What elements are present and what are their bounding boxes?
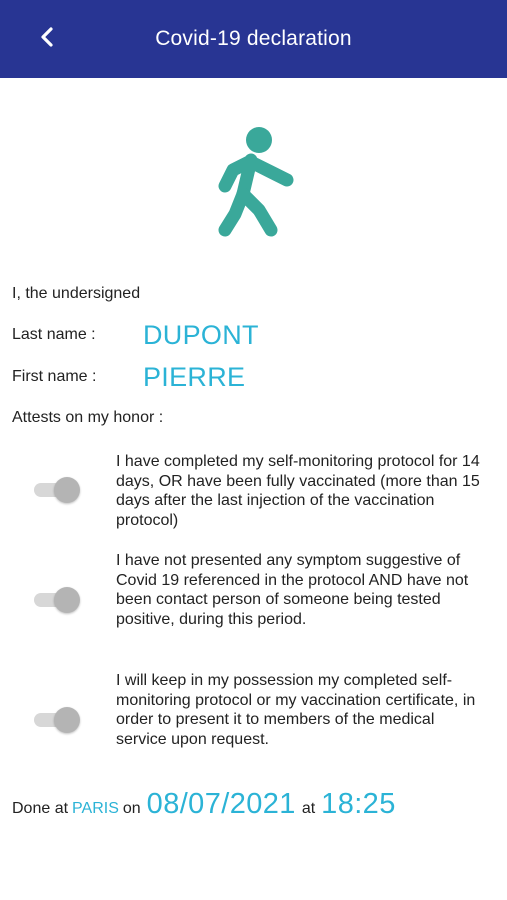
intro-text: I, the undersigned [12,285,141,302]
city-value: PARIS [72,800,119,817]
last-name-label: Last name : [12,326,96,343]
first-name-value: PIERRE [143,362,246,392]
time-value: 18:25 [321,788,396,820]
declaration-text-2: I have not presented any symptom suggestive of Covid 19 referenced in the protocol AND have not been contact person of someone being tested positive, during this period. [116,552,469,628]
declaration-toggle-3[interactable] [34,707,84,729]
page-title: Covid-19 declaration [155,27,352,50]
app-bar [0,0,507,78]
walking-person-icon [207,122,303,244]
declaration-text-1: I have completed my self-monitoring protocol for 14 days, OR have been fully vaccinated (more than 15 days after the last injection of the vaccination protocol) [116,453,480,529]
declaration-toggle-1[interactable] [34,477,84,499]
declaration-text-3: I will keep in my possession my completed self-monitoring protocol or my vaccination certificate, in order to present it to members of the medical service upon request. [116,672,476,748]
last-name-value: DUPONT [143,320,259,350]
attests-label: Attests on my honor : [12,409,164,426]
declaration-toggle-2[interactable] [34,587,84,609]
toggle-thumb [54,587,80,613]
first-name-label: First name : [12,368,97,385]
done-at-label: Done at [12,800,69,817]
at-label: at [301,800,316,817]
signature-line [12,788,402,828]
date-value: 08/07/2021 [146,788,296,820]
on-label: on [122,800,141,817]
toggle-thumb [54,707,80,733]
toggle-thumb [54,477,80,503]
